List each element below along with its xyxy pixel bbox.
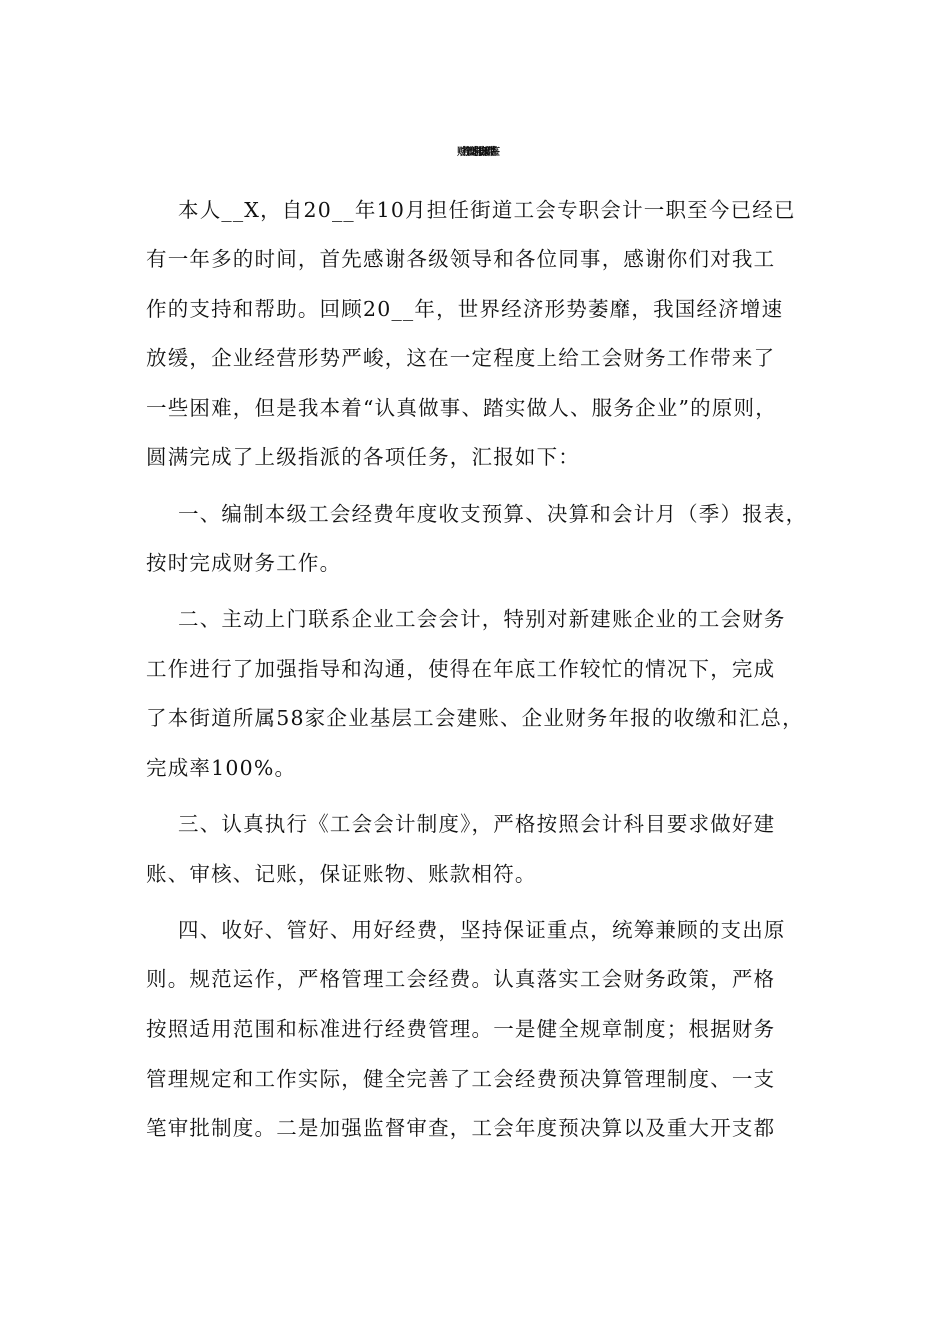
paragraph-2-line-1: 一、编制本级工会经费年度收支预算、决算和会计月（季）报表， xyxy=(178,502,808,526)
paragraph-5-line-1: 四、收好、管好、用好经费，坚持保证重点，统筹兼顾的支出原 xyxy=(178,918,786,942)
paragraph-1-line-2: 有一年多的时间，首先感谢各级领导和各位同事，感谢你们对我工 xyxy=(146,247,776,271)
paragraph-3-line-1: 二、主动上门联系企业工会会计，特别对新建账企业的工会财务 xyxy=(178,607,786,631)
paragraph-3-line-4: 完成率100%。 xyxy=(146,756,297,780)
paragraph-5-line-3: 按照适用范围和标准进行经费管理。一是健全规章制度；根据财务 xyxy=(146,1017,776,1041)
paragraph-1-line-1: 本人__X，自20__年10月担任街道工会专职会计一职至今已经已 xyxy=(178,198,796,222)
paragraph-4-line-2: 账、审核、记账，保证账物、账款相符。 xyxy=(146,862,537,886)
paragraph-3-line-3: 了本街道所属58家企业基层工会建账、企业财务年报的收缴和汇总， xyxy=(146,706,804,730)
paragraph-5-line-2: 则。规范运作，严格管理工会经费。认真落实工会财务政策，严格 xyxy=(146,967,776,991)
paragraph-2-line-2: 按时完成财务工作。 xyxy=(146,551,342,575)
paragraph-5-line-5: 笔审批制度。二是加强监督审查，工会年度预决算以及重大开支都 xyxy=(146,1116,776,1140)
paragraph-1-line-5: 一些困难，但是我本着“认真做事、踏实做人、服务企业”的原则， xyxy=(146,396,777,420)
paragraph-1-line-3: 作的支持和帮助。回顾20__年，世界经济形势萎靡，我国经济增速 xyxy=(146,297,784,321)
paragraph-1-line-6: 圆满完成了上级指派的各项任务，汇报如下： xyxy=(146,445,580,469)
document-title: 财务主管述职报告3篇供借鉴 xyxy=(457,147,493,158)
paragraph-5-line-4: 管理规定和工作实际，健全完善了工会经费预决算管理制度、一支 xyxy=(146,1067,776,1091)
paragraph-1-line-4: 放缓，企业经营形势严峻，这在一定程度上给工会财务工作带来了 xyxy=(146,346,776,370)
paragraph-3-line-2: 工作进行了加强指导和沟通，使得在年底工作较忙的情况下，完成 xyxy=(146,657,776,681)
paragraph-4-line-1: 三、认真执行《工会会计制度》，严格按照会计科目要求做好建 xyxy=(178,812,776,836)
